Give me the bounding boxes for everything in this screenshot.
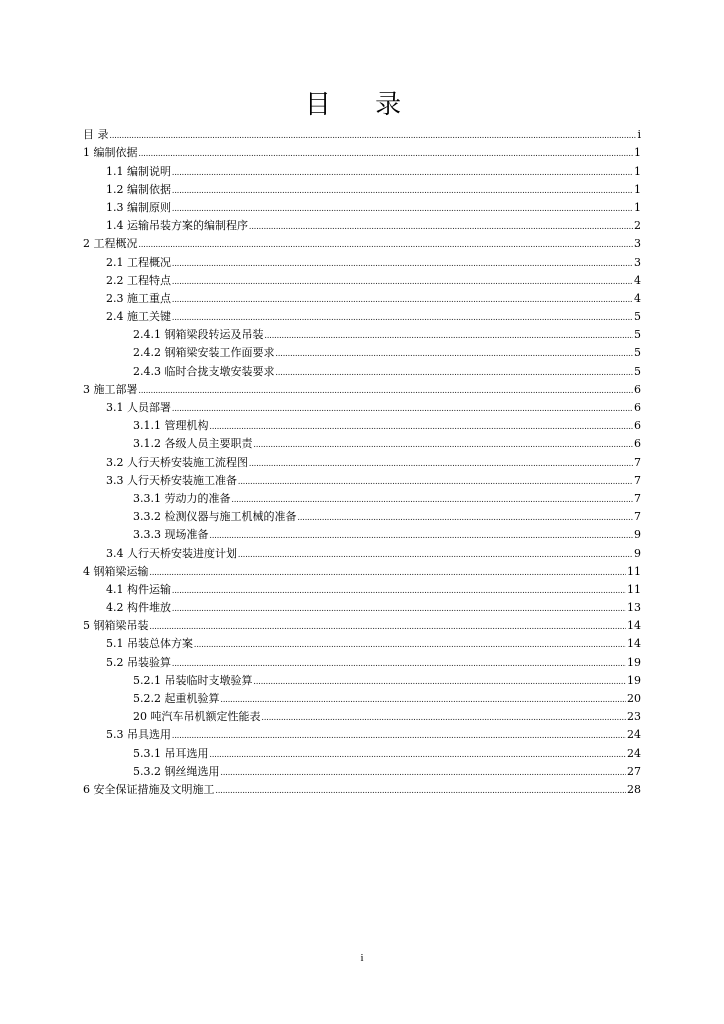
toc-entry-page: 1 xyxy=(634,164,641,178)
dot-leader xyxy=(172,183,633,197)
toc-entry-title: 1.4 运输吊装方案的编制程序 xyxy=(106,219,248,233)
toc-entry[interactable] xyxy=(83,706,641,724)
dot-leader xyxy=(150,619,627,633)
dot-leader xyxy=(216,783,627,797)
toc-entry-title: 1.2 编制依据 xyxy=(106,182,171,196)
dot-leader xyxy=(238,474,633,488)
toc-entry-page: 3 xyxy=(634,237,641,251)
toc-entry-page: 9 xyxy=(634,546,641,560)
toc-entry[interactable] xyxy=(83,651,641,669)
toc-entry-title: 5.3.1 吊耳选用 xyxy=(133,746,209,760)
toc-entry-title: 1 编制依据 xyxy=(83,146,138,160)
toc-entry-title: 2.4.2 钢箱梁安装工作面要求 xyxy=(133,346,275,360)
toc-entry-page: 23 xyxy=(627,710,641,724)
toc-entry-page: 5 xyxy=(634,310,641,324)
dot-leader xyxy=(298,510,634,524)
toc-entry-title: 2.2 工程特点 xyxy=(106,273,171,287)
toc-entry-title: 6 安全保证措施及文明施工 xyxy=(83,782,215,796)
dot-leader xyxy=(262,710,627,724)
table-of-contents xyxy=(83,124,641,797)
toc-entry-title: 5 钢箱梁吊装 xyxy=(83,619,149,633)
dot-leader xyxy=(210,419,634,433)
toc-entry[interactable] xyxy=(83,506,641,524)
dot-leader xyxy=(139,146,634,160)
toc-entry-title: 3.1.2 各级人员主要职责 xyxy=(133,437,253,451)
toc-entry[interactable] xyxy=(83,142,641,160)
toc-entry-page: 6 xyxy=(634,437,641,451)
dot-leader xyxy=(172,274,633,288)
toc-entry-page: 4 xyxy=(634,273,641,287)
dot-leader xyxy=(172,256,633,270)
toc-entry-title: 3.2 人行天桥安装施工流程图 xyxy=(106,455,248,469)
dot-leader xyxy=(276,346,634,360)
toc-entry-title: 5.1 吊装总体方案 xyxy=(106,637,193,651)
toc-entry[interactable] xyxy=(83,397,641,415)
toc-entry[interactable] xyxy=(83,251,641,269)
dot-leader xyxy=(172,310,633,324)
toc-entry-page: 13 xyxy=(627,601,641,615)
toc-entry-title: 2.4.3 临时合拢支墩安装要求 xyxy=(133,364,275,378)
toc-entry-page: 7 xyxy=(634,491,641,505)
toc-entry-title: 4.2 构件堆放 xyxy=(106,601,171,615)
toc-entry-title: 3.1 人员部署 xyxy=(106,401,171,414)
toc-entry-page: 14 xyxy=(627,637,641,651)
dot-leader xyxy=(139,237,634,251)
dot-leader xyxy=(276,365,634,379)
toc-entry-title: 1.3 编制原则 xyxy=(106,200,171,214)
toc-entry-title: 2 工程概况 xyxy=(83,237,138,251)
toc-entry-page: 5 xyxy=(634,346,641,360)
toc-entry-page: 6 xyxy=(634,401,641,414)
toc-entry[interactable] xyxy=(83,524,641,542)
dot-leader xyxy=(172,201,633,215)
toc-entry[interactable] xyxy=(83,633,641,651)
toc-entry-page: 11 xyxy=(627,564,641,578)
page-number: i xyxy=(360,952,364,964)
dot-leader xyxy=(172,583,626,597)
toc-entry-title: 3.3.1 劳动力的准备 xyxy=(133,491,231,505)
toc-entry-title: 2.1 工程概况 xyxy=(106,255,171,269)
toc-entry-title: 4.1 构件运输 xyxy=(106,582,171,596)
toc-entry-page: 14 xyxy=(627,619,641,633)
toc-entry-page: 6 xyxy=(634,382,641,396)
dot-leader xyxy=(249,456,633,470)
toc-entry-title: 3.1.1 管理机构 xyxy=(133,419,209,433)
dot-leader xyxy=(150,565,627,579)
toc-entry-title: 目 录 xyxy=(83,128,109,142)
dot-leader xyxy=(238,547,633,561)
toc-entry-title: 2.4 施工关键 xyxy=(106,310,171,324)
toc-entry[interactable] xyxy=(83,288,641,306)
toc-entry-title: 5.3 吊具选用 xyxy=(106,728,171,742)
toc-entry-title: 3.3 人行天桥安装施工准备 xyxy=(106,473,237,487)
toc-entry-page: 7 xyxy=(634,510,641,524)
toc-entry[interactable] xyxy=(83,270,641,288)
dot-leader xyxy=(265,328,634,342)
toc-entry-title: 5.2.1 吊装临时支墩验算 xyxy=(133,673,253,687)
toc-entry-page: 7 xyxy=(634,473,641,487)
toc-entry-page: 1 xyxy=(634,182,641,196)
toc-entry[interactable] xyxy=(83,579,641,597)
dot-leader xyxy=(172,401,633,415)
toc-entry-title: 3.3.3 现场准备 xyxy=(133,528,209,542)
toc-entry[interactable] xyxy=(83,342,641,360)
toc-entry-page: 24 xyxy=(627,728,641,742)
dot-leader xyxy=(172,728,626,742)
toc-entry-page: 6 xyxy=(634,419,641,433)
toc-entry-title: 4 钢箱梁运输 xyxy=(83,564,149,578)
toc-entry-page: i xyxy=(637,128,641,142)
toc-entry-title: 3 施工部署 xyxy=(83,382,138,396)
dot-leader xyxy=(210,747,627,761)
toc-entry-page: 7 xyxy=(634,455,641,469)
dot-leader xyxy=(172,656,626,670)
toc-entry-page: 24 xyxy=(627,746,641,760)
dot-leader xyxy=(172,601,626,615)
toc-entry[interactable] xyxy=(83,124,641,142)
toc-entry[interactable] xyxy=(83,306,641,324)
toc-entry-page: 27 xyxy=(627,764,641,778)
toc-entry-page: 2 xyxy=(634,219,641,233)
page-title: 目 录 xyxy=(304,90,420,120)
toc-entry-page: 28 xyxy=(627,782,641,796)
toc-entry[interactable] xyxy=(83,470,641,488)
toc-entry[interactable] xyxy=(83,670,641,688)
dot-leader xyxy=(232,492,634,506)
toc-entry-page: 4 xyxy=(634,291,641,305)
toc-entry[interactable] xyxy=(83,233,641,251)
toc-entry[interactable] xyxy=(83,451,641,469)
toc-entry-page: 1 xyxy=(634,200,641,214)
dot-leader xyxy=(254,437,634,451)
dot-leader xyxy=(172,165,633,179)
toc-entry[interactable] xyxy=(83,160,641,178)
toc-entry-title: 5.2 吊装验算 xyxy=(106,655,171,669)
toc-entry-title: 1.1 编制说明 xyxy=(106,164,171,178)
dot-leader xyxy=(194,637,626,651)
toc-entry[interactable] xyxy=(83,688,641,706)
toc-entry[interactable] xyxy=(83,197,641,215)
toc-entry-title: 20 吨汽车吊机额定性能表 xyxy=(133,710,261,724)
toc-entry[interactable] xyxy=(83,779,641,797)
toc-entry[interactable] xyxy=(83,379,641,397)
toc-entry-page: 19 xyxy=(627,673,641,687)
toc-entry[interactable] xyxy=(83,433,641,451)
dot-leader xyxy=(221,692,627,706)
dot-leader xyxy=(249,219,633,233)
toc-entry-title: 3.4 人行天桥安装进度计划 xyxy=(106,546,237,560)
toc-entry[interactable] xyxy=(83,761,641,779)
toc-entry[interactable] xyxy=(83,561,641,579)
toc-entry-page: 1 xyxy=(634,146,641,160)
toc-entry[interactable] xyxy=(83,215,641,233)
dot-leader xyxy=(139,383,634,397)
toc-entry[interactable] xyxy=(83,597,641,615)
dot-leader xyxy=(172,292,633,306)
toc-entry-title: 2.3 施工重点 xyxy=(106,291,171,305)
toc-entry[interactable] xyxy=(83,324,641,342)
toc-entry[interactable] xyxy=(83,724,641,742)
toc-entry-title: 2.4.1 钢箱梁段转运及吊装 xyxy=(133,328,264,342)
toc-entry[interactable] xyxy=(83,415,641,433)
toc-entry[interactable] xyxy=(83,542,641,560)
toc-entry[interactable] xyxy=(83,360,641,378)
toc-entry-page: 3 xyxy=(634,255,641,269)
toc-entry[interactable] xyxy=(83,742,641,760)
toc-entry-page: 5 xyxy=(634,328,641,342)
toc-entry-page: 11 xyxy=(627,582,641,596)
toc-entry[interactable] xyxy=(83,488,641,506)
toc-entry-page: 9 xyxy=(634,528,641,542)
dot-leader xyxy=(221,765,627,779)
toc-entry-title: 5.2.2 起重机验算 xyxy=(133,692,220,705)
toc-entry[interactable] xyxy=(83,179,641,197)
toc-entry-title: 3.3.2 检测仪器与施工机械的准备 xyxy=(133,510,297,524)
toc-entry-page: 19 xyxy=(627,655,641,669)
toc-entry-page: 5 xyxy=(634,364,641,378)
toc-entry[interactable] xyxy=(83,615,641,633)
dot-leader xyxy=(210,528,634,542)
dot-leader xyxy=(110,128,637,142)
toc-entry-page: 20 xyxy=(627,692,641,705)
dot-leader xyxy=(254,674,627,688)
toc-entry-title: 5.3.2 钢丝绳选用 xyxy=(133,764,220,778)
